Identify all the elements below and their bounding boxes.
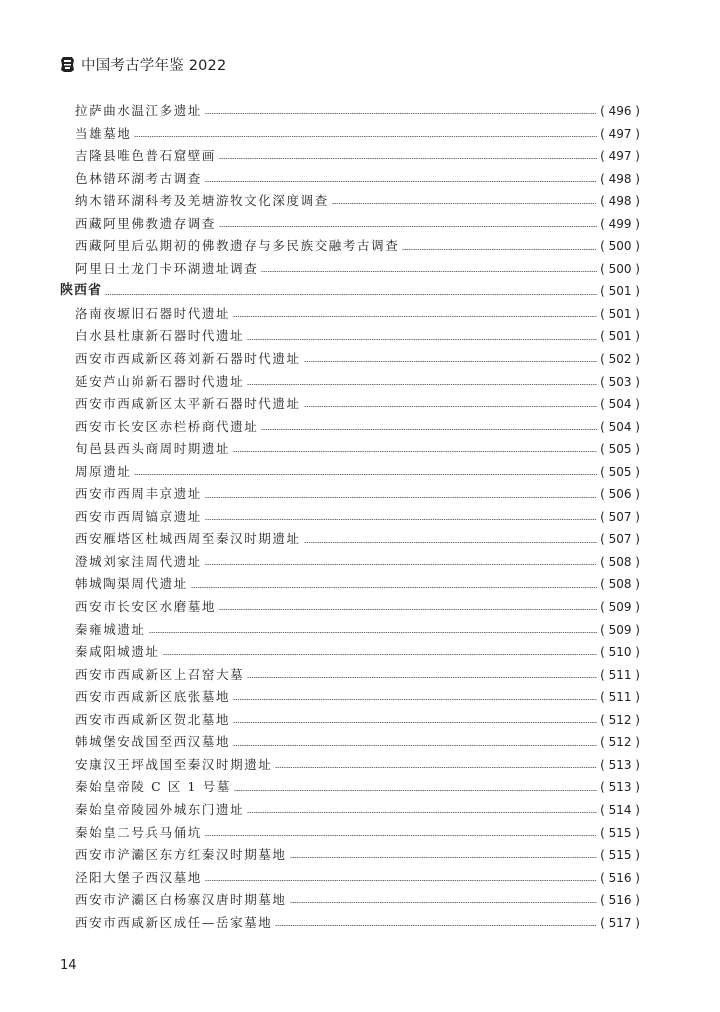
dot-leader: [205, 113, 597, 114]
toc-entry-page: ( 509 ): [600, 600, 640, 615]
dot-leader: [191, 587, 597, 588]
toc-entry-page: ( 499 ): [600, 216, 640, 231]
toc-entry-page: ( 500 ): [600, 261, 640, 276]
toc-entry-title: 色林错环湖考古调查: [75, 170, 202, 186]
toc-entry-title: 白水县杜康新石器时代遗址: [75, 328, 245, 344]
toc-entry[interactable]: [60, 371, 640, 394]
toc-entry-page: ( 508 ): [600, 577, 640, 592]
toc-entry[interactable]: [60, 461, 640, 484]
toc-entry-title: 西安市西咸新区蒋刘新石器时代遗址: [75, 351, 301, 367]
dot-leader: [105, 294, 597, 295]
toc-entry-title: 泾阳大堡子西汉墓地: [75, 869, 202, 885]
toc-entry[interactable]: [60, 438, 640, 461]
toc-entry-title: 拉萨曲水温江多遗址: [75, 103, 202, 118]
toc-entry[interactable]: [60, 348, 640, 371]
toc-entry[interactable]: [60, 754, 640, 777]
toc-entry[interactable]: [60, 573, 640, 596]
toc-entry[interactable]: [60, 799, 640, 822]
toc-entry[interactable]: [60, 235, 640, 258]
toc-entry[interactable]: [60, 168, 640, 191]
toc-entry-page: ( 510 ): [600, 645, 640, 660]
dot-leader: [304, 542, 597, 543]
toc-entry-page: ( 507 ): [600, 532, 640, 547]
toc-entry-title: 阿里日土龙门卡环湖遗址调查: [75, 260, 259, 276]
toc-entry-title: 西藏阿里后弘期初的佛教遗存与多民族交融考古调查: [75, 238, 400, 254]
toc-entry-page: ( 511 ): [600, 690, 640, 705]
dot-leader: [205, 835, 597, 836]
dot-leader: [233, 722, 597, 723]
toc-entry[interactable]: [60, 190, 640, 213]
dot-leader: [247, 677, 597, 678]
dot-leader: [275, 925, 597, 926]
toc-entry-page: ( 501 ): [600, 284, 640, 299]
toc-entry[interactable]: [60, 483, 640, 506]
toc-entry-page: ( 501 ): [600, 306, 640, 321]
toc-entry-title: 秦咸阳城遗址: [75, 644, 160, 660]
toc-entry-page: ( 508 ): [600, 554, 640, 569]
dot-leader: [275, 767, 597, 768]
toc-entry-title: 韩城堡安战国至西汉墓地: [75, 734, 231, 750]
dot-leader: [234, 790, 597, 791]
toc-entry[interactable]: [60, 731, 640, 754]
toc-entry[interactable]: [60, 844, 640, 867]
toc-entry[interactable]: [60, 325, 640, 348]
toc-entry-title: 秦始皇帝陵园外城东门遗址: [75, 801, 245, 817]
dot-leader: [233, 745, 597, 746]
toc-entry[interactable]: [60, 686, 640, 709]
dot-leader: [247, 812, 597, 813]
dot-leader: [205, 497, 597, 498]
toc-entry[interactable]: [60, 822, 640, 845]
toc-entry-page: ( 516 ): [600, 893, 640, 908]
toc-entry-title: 西安市长安区水磨墓地: [75, 599, 217, 615]
book-title: 中国考古学年鉴 2022: [81, 58, 227, 74]
dot-leader: [149, 632, 598, 633]
toc-entry-page: ( 505 ): [600, 464, 640, 479]
toc-entry-title: 澄城刘家洼周代遗址: [75, 553, 202, 569]
dot-leader: [163, 654, 597, 655]
dot-leader: [247, 339, 597, 340]
toc-entry-page: ( 497 ): [600, 149, 640, 164]
dot-leader: [205, 564, 597, 565]
toc-entry[interactable]: [60, 867, 640, 890]
toc-section-heading[interactable]: [60, 280, 640, 303]
dot-leader: [261, 429, 597, 430]
toc-entry-page: ( 513 ): [600, 780, 640, 795]
toc-entry-title: 西安市浐灞区白杨寨汉唐时期墓地: [75, 892, 287, 908]
toc-entry[interactable]: [60, 619, 640, 642]
dot-leader: [233, 699, 597, 700]
dot-leader: [290, 857, 598, 858]
toc-entry-page: ( 498 ): [600, 171, 640, 186]
toc-entry-title: 西安市西周丰京遗址: [75, 486, 202, 502]
toc-entry-page: ( 497 ): [600, 126, 640, 141]
toc-entry-title: 西安市长安区赤栏桥商代遗址: [75, 418, 259, 434]
toc-entry-title: 洛南夜塬旧石器时代遗址: [75, 305, 231, 321]
toc-entry-page: ( 513 ): [600, 757, 640, 772]
toc-entry-page: ( 502 ): [600, 352, 640, 367]
dot-leader: [219, 158, 597, 159]
toc-entry[interactable]: [60, 506, 640, 529]
toc-entry-title: 西藏阿里佛教遗存调查: [75, 215, 217, 231]
toc-entry-title: 延安芦山峁新石器时代遗址: [75, 373, 245, 389]
toc-entry[interactable]: [60, 912, 640, 935]
toc-entry-title: 周原遗址: [75, 463, 132, 479]
toc-entry-title: 西安市西周镐京遗址: [75, 508, 202, 524]
toc-entry-page: ( 511 ): [600, 667, 640, 682]
toc-entry-page: ( 515 ): [600, 848, 640, 863]
toc-entry-page: ( 506 ): [600, 487, 640, 502]
dot-leader: [205, 519, 597, 520]
toc-entry[interactable]: [60, 145, 640, 168]
toc-entry[interactable]: [60, 889, 640, 912]
dot-leader: [233, 451, 597, 452]
toc-entry-page: ( 512 ): [600, 735, 640, 750]
dot-leader: [402, 249, 597, 250]
toc-entry-page: ( 507 ): [600, 509, 640, 524]
toc-entry[interactable]: [60, 123, 640, 146]
toc-entry-title: 秦始皇帝陵 C 区 1 号墓: [75, 779, 231, 795]
toc-entry[interactable]: [60, 776, 640, 799]
dot-leader: [205, 181, 597, 182]
dot-leader: [332, 203, 597, 204]
toc-entry-title: 旬邑县西头商周时期遗址: [75, 441, 231, 457]
table-of-contents: [60, 100, 640, 934]
toc-entry-page: ( 498 ): [600, 194, 640, 209]
toc-entry-title: 秦始皇二号兵马俑坑: [75, 824, 202, 840]
toc-entry-page: ( 505 ): [600, 442, 640, 457]
toc-entry[interactable]: [60, 641, 640, 664]
toc-entry-title: 安康汉王坪战国至秦汉时期遗址: [75, 756, 273, 772]
toc-entry-title: 西安市西咸新区上召窑大墓: [75, 666, 245, 682]
dot-leader: [134, 474, 597, 475]
toc-entry-page: ( 512 ): [600, 712, 640, 727]
toc-entry-title: 秦雍城遗址: [75, 621, 146, 637]
toc-entry-page: ( 503 ): [600, 374, 640, 389]
toc-entry[interactable]: [60, 416, 640, 439]
toc-entry-title: 韩城陶渠周代遗址: [75, 576, 188, 592]
toc-entry-title: 西安市西咸新区底张墓地: [75, 689, 231, 705]
toc-entry-page: ( 496 ): [600, 104, 640, 118]
toc-entry[interactable]: [60, 528, 640, 551]
dot-leader: [134, 136, 597, 137]
toc-entry[interactable]: [60, 393, 640, 416]
toc-entry-title: 西安市西咸新区成任—岳家墓地: [75, 914, 273, 930]
toc-entry-page: ( 504 ): [600, 397, 640, 412]
toc-entry-title: 西安市西咸新区太平新石器时代遗址: [75, 396, 301, 412]
page-header: [60, 54, 226, 75]
yearbook-logo-icon: [60, 56, 75, 73]
dot-leader: [304, 361, 597, 362]
toc-entry-page: ( 514 ): [600, 802, 640, 817]
dot-leader: [261, 271, 597, 272]
toc-entry-title: 陕西省: [60, 283, 103, 299]
toc-entry-page: ( 501 ): [600, 329, 640, 344]
toc-entry-title: 吉隆县唯色普石窟壁画: [75, 148, 217, 164]
toc-entry-page: ( 500 ): [600, 239, 640, 254]
toc-entry-title: 西安市浐灞区东方红秦汉时期墓地: [75, 847, 287, 863]
page-number: 14: [60, 958, 77, 973]
dot-leader: [304, 406, 597, 407]
toc-entry[interactable]: [60, 100, 640, 123]
dot-leader: [290, 902, 598, 903]
toc-entry-page: ( 517 ): [600, 915, 640, 930]
dot-leader: [205, 880, 597, 881]
toc-entry-page: ( 509 ): [600, 622, 640, 637]
dot-leader: [219, 226, 597, 227]
toc-entry[interactable]: [60, 664, 640, 687]
dot-leader: [247, 384, 597, 385]
toc-entry[interactable]: [60, 213, 640, 236]
toc-entry-title: 纳木错环湖科考及羌塘游牧文化深度调查: [75, 193, 329, 209]
toc-entry[interactable]: [60, 258, 640, 281]
toc-entry-title: 当雄墓地: [75, 125, 132, 141]
toc-entry-page: ( 504 ): [600, 419, 640, 434]
dot-leader: [233, 316, 597, 317]
toc-entry[interactable]: [60, 551, 640, 574]
toc-entry-page: ( 516 ): [600, 870, 640, 885]
toc-entry-page: ( 515 ): [600, 825, 640, 840]
toc-entry[interactable]: [60, 596, 640, 619]
toc-entry-title: 西安雁塔区杜城西周至秦汉时期遗址: [75, 531, 301, 547]
toc-entry[interactable]: [60, 709, 640, 732]
toc-entry-title: 西安市西咸新区贺北墓地: [75, 711, 231, 727]
toc-entry[interactable]: [60, 303, 640, 326]
dot-leader: [219, 609, 597, 610]
